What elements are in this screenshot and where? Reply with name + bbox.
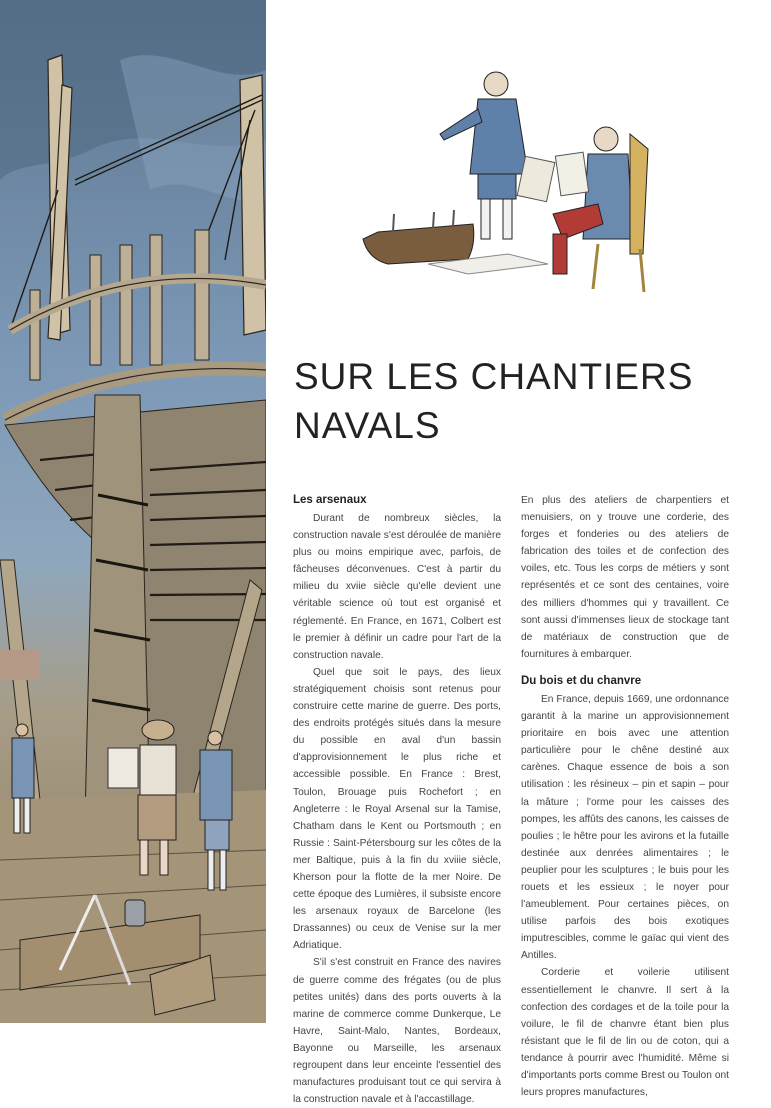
title-line-1: SUR LES CHANTIERS xyxy=(294,356,694,397)
vignette-drawing xyxy=(358,64,658,300)
paragraph: En France, depuis 1669, une ordonnance garantit à la marine un approvisionnement prioritaire en bois avec une attention particulière pour le chêne destiné aux carènes. Chaque essence de bois a son utilisation : les résineux – pin et sapin – pour la mâture ; l'orme pour les caisses des pompes, les affûts des canons, les caisses de poulies ; le hêtre pour les avirons et la futaille destinée aux denrées alimentaires ; le peuplier pour les sculptures ; le buis pour les rouets et les essieux ; le noyer pour l'ameublement. Pour certaines pièces, on utilise parfois des bois exotiques imputrescibles, comme le gaïac qui vient des Antilles. xyxy=(521,693,729,962)
text-column-1 xyxy=(293,492,501,1108)
section-heading-arsenaux: Les arsenaux xyxy=(293,494,367,506)
paragraph: Quel que soit le pays, des lieux stratégiquement choisis sont retenus pour construire cette marine de guerre. Des ports, des endroits protégés situés dans la mesure du possible en aval d'un bassin d'approvisionnement le plus riche et accessible possible. En France : Brest, Toulon, Brouage puis Rochefort ; en Angleterre : le Royal Arsenal sur la Tamise, Chatham dans le Kent ou Portsmouth ; en Russie : Saint-Pétersbourg sur les côtes de la mer Baltique, puis à la fin du xviiie siècle, Kherson pour la flotte de la mer Noire. De cette époque des Lumières, il subsiste encore les arsenaux royaux de Barcelone (les Drassannes) ou ceux de Venise sur la mer Adriatique. xyxy=(293,666,501,952)
naval-officials-illustration xyxy=(358,64,658,300)
ship-construction-illustration xyxy=(0,0,266,1023)
section-heading-bois-chanvre: Du bois et du chanvre xyxy=(521,674,642,687)
ship-hull-drawing xyxy=(0,0,266,1023)
paragraph: Corderie et voilerie utilisent essentiellement le chanvre. Il sert à la confection des cordages et de la toile pour la voilure, le fil de chanvre étant bien plus résistant que le fil de lin ou de coton, qui a tendance à pourrir avec l'humidité. Même si d'importants ports comme Brest ou Toulon ont leurs propres manufactures, xyxy=(521,967,729,1099)
page-title xyxy=(294,352,754,450)
paragraph: Durant de nombreux siècles, la construction navale s'est déroulée de manière plus ou moins empirique avec, parfois, de fâcheuses déconvenues. C'est à partir du milieu du xviie siècle qu'elle devient une véritable science où tout est organisé et réglementé. En France, en 1671, Colbert est le premier à définir un cadre pour l'art de la construction navale. xyxy=(293,513,501,661)
paragraph: S'il s'est construit en France des navires de guerre comme des frégates (ou de plus petites unités) dans des ports ouverts à la marine de commerce comme Dunkerque, Le Havre, Saint-Malo, Nantes, Bordeaux, Bayonne ou Marseille, les arsenaux regroupent dans leur enceinte l'essentiel des manufactures produisant tout ce qui servira à la construction navale et à l'accastillage. xyxy=(293,957,501,1106)
paragraph: En plus des ateliers de charpentiers et menuisiers, on y trouve une corderie, des forges et fonderies ou des ateliers de fabrication des toiles et de confection des voiles, etc. Tous les corps de métiers y sont représentés et ce sont des centaines, voire des milliers d'hommes qui y travaillent. Ce sont aussi d'immenses lieux de stockage tant de matériaux de construction que de fournitures à embarquer. xyxy=(521,495,729,660)
text-column-2 xyxy=(521,492,729,1101)
title-line-2: NAVALS xyxy=(294,405,441,446)
